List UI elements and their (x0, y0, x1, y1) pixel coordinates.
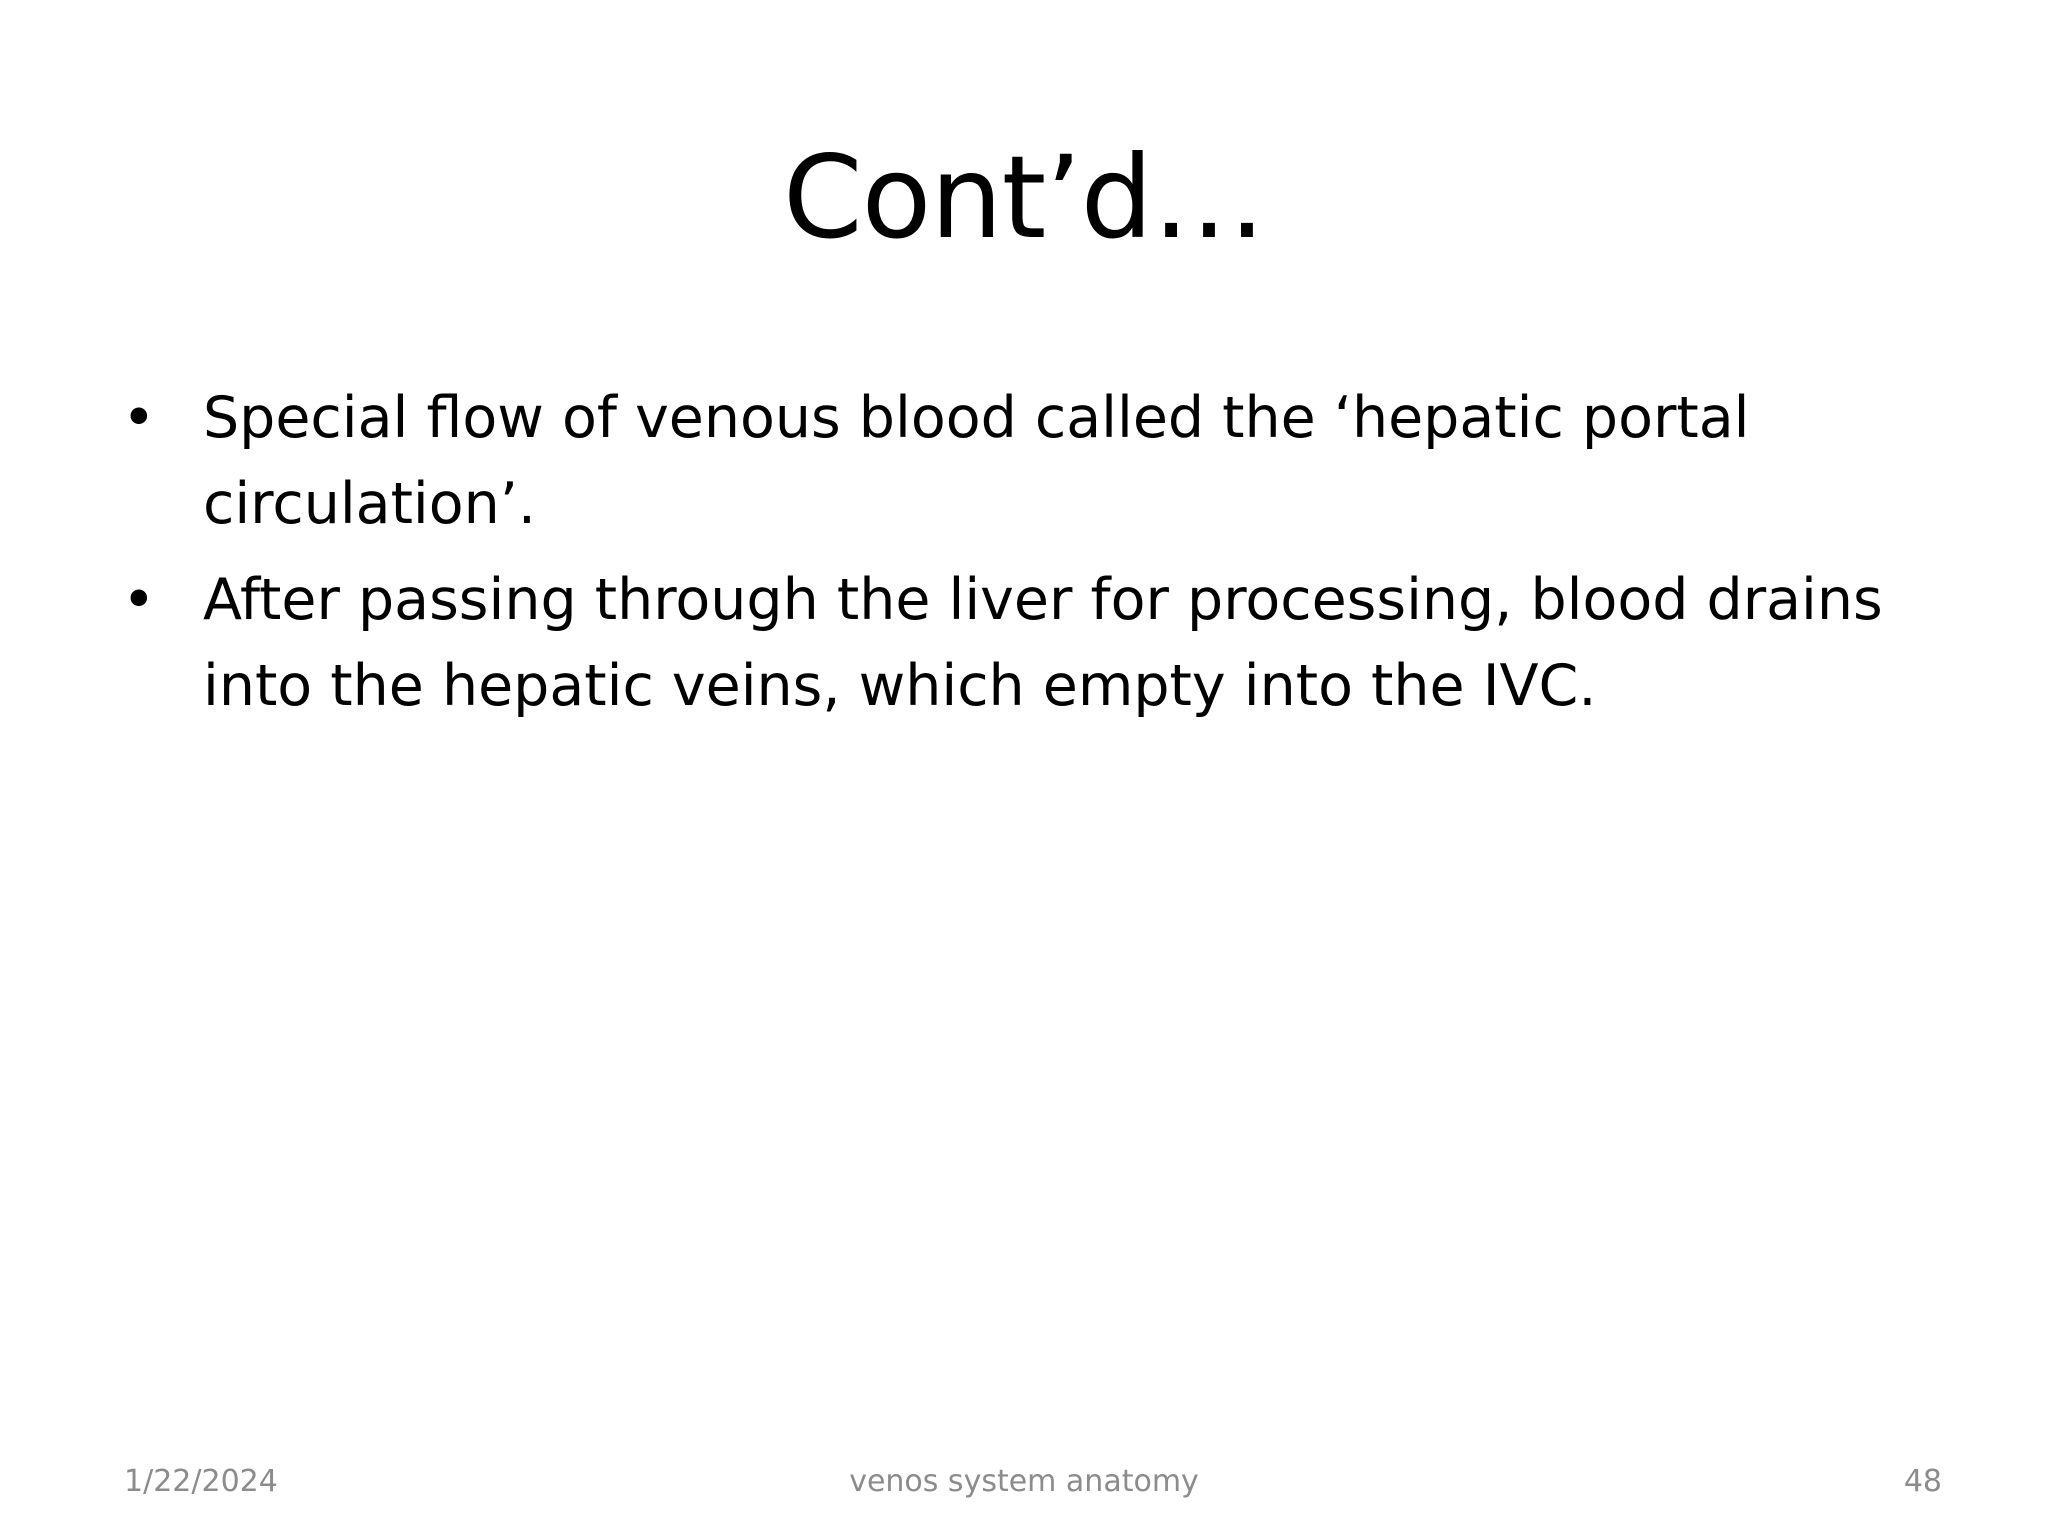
footer-title: venos system anatomy (849, 1464, 1199, 1499)
bullet-item (118, 557, 1918, 729)
bullet-marker: • (122, 385, 156, 451)
bullet-text: Special flow of venous blood called the ‘hepatic portal circulation’. (203, 385, 1750, 537)
bullet-marker: • (122, 567, 156, 633)
footer-date: 1/22/2024 (124, 1464, 278, 1499)
slide-title: Cont’d… (783, 131, 1265, 264)
bullet-item (118, 375, 1918, 547)
bullet-list (118, 375, 1918, 739)
bullet-text: After passing through the liver for processing, blood drains into the hepatic veins, which empty into the IVC. (203, 567, 1883, 719)
footer-page-number: 48 (1903, 1464, 1942, 1499)
